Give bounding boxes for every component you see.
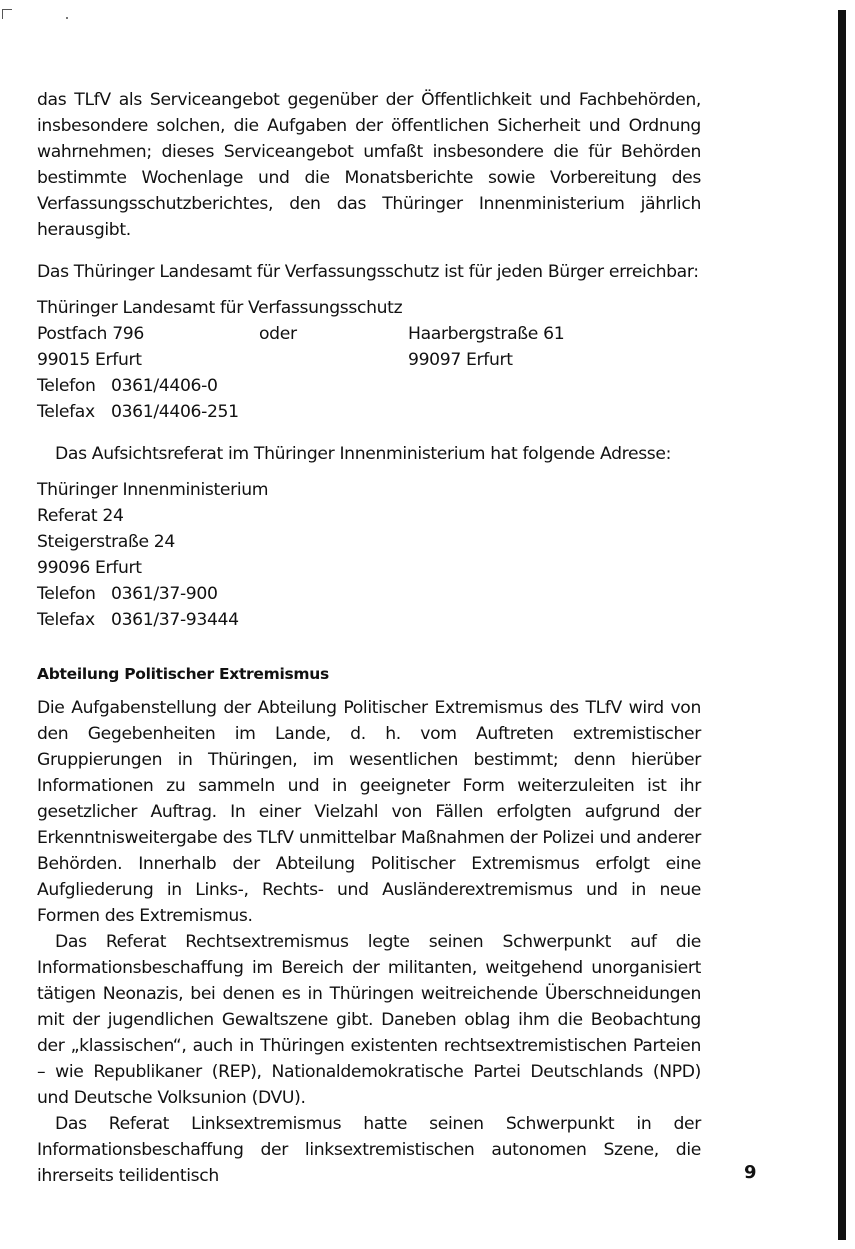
telefax-label: Telefax [37, 402, 95, 422]
landesamt-plz-street: 99097 Erfurt [408, 350, 513, 370]
ministerium-address-block [37, 477, 701, 633]
ministerium-telefax: 0361/37-93444 [111, 610, 239, 630]
scan-speck [66, 17, 68, 19]
address-row-1 [37, 321, 701, 347]
telefax-label: Telefax [37, 610, 95, 630]
telefon-label: Telefon [37, 584, 96, 604]
reachable-sentence: Das Thüringer Landesamt für Verfassungsschutz ist für jeden Bürger erreichbar: [37, 262, 699, 282]
telefon-label: Telefon [37, 376, 96, 396]
ministerium-telefon-row [37, 581, 701, 607]
ministerium-telefax-row [37, 607, 701, 633]
ministerium-name: Thüringer Innenministerium [37, 480, 269, 500]
landesamt-telefax: 0361/4406-251 [111, 402, 239, 422]
ministerium-telefon: 0361/37-900 [111, 584, 218, 604]
landesamt-telefon: 0361/4406-0 [111, 376, 218, 396]
landesamt-plz-postfach: 99015 Erfurt [37, 350, 142, 370]
landesamt-telefon-row [37, 373, 701, 399]
section-heading: Abteilung Politischer Extremismus [37, 665, 329, 683]
document-page [37, 87, 701, 1189]
landesamt-postfach: Postfach 796 [37, 324, 144, 344]
page-number: 9 [744, 1162, 757, 1183]
scan-corner-mark [2, 9, 12, 19]
section-paragraph-3: Das Referat Linksextremismus hatte seinen Schwerpunkt in der Informationsbeschaffung der linksextremistischen autonomen Szene, die ihrerseits teilidentisch [37, 1114, 701, 1186]
ministerium-city: 99096 Erfurt [37, 558, 142, 578]
ministerium-street: Steigerstraße 24 [37, 532, 175, 552]
aufsicht-sentence: Das Aufsichtsreferat im Thüringer Innenministerium hat folgende Adresse: [55, 444, 672, 464]
intro-paragraph: das TLfV als Serviceangebot gegenüber der Öffentlichkeit und Fachbehörden, insbesondere solchen, die Aufgaben der öffentlichen Sicherheit und Ordnung wahrnehmen; dieses Serviceangebot umfaßt insbesondere die für Behörden bestimmte Wochenlage und die Monatsberichte sowie Vorbereitung des Verfassungsschutzberichtes, den das Thüringer Innenministerium jährlich herausgibt. [37, 90, 701, 240]
section-paragraph-2: Das Referat Rechtsextremismus legte seinen Schwerpunkt auf die Informationsbeschaffung im Bereich der militanten, weitgehend unorganisiert tätigen Neonazis, bei denen es in Thüringen weitreichende Überschneidungen mit der jugendlichen Gewaltszene gibt. Daneben oblag ihm die Beobachtung der „klassischen“, auch in Thüringen existenten rechtsextremistischen Parteien – wie Republikaner (REP), Nationaldemokratische Partei Deutschlands (NPD) und Deutsche Volksunion (DVU). [37, 932, 701, 1108]
landesamt-telefax-row [37, 399, 701, 425]
ministerium-referat: Referat 24 [37, 506, 124, 526]
landesamt-name: Thüringer Landesamt für Verfassungsschutz [37, 298, 403, 318]
section-paragraph-1: Die Aufgabenstellung der Abteilung Politischer Extremismus des TLfV wird von den Gegebenheiten im Lande, d. h. vom Auftreten extremistischer Gruppierungen in Thüringen, im wesentlichen bestimmt; denn hierüber Informationen zu sammeln und in geeigneter Form weiterzuleiten ist ihr gesetzlicher Auftrag. In einer Vielzahl von Fällen erfolgten aufgrund der Erkenntnisweitergabe des TLfV unmittelbar Maßnahmen der Polizei und anderer Behörden. Innerhalb der Abteilung Politischer Extremismus erfolgt eine Aufgliederung in Links-, Rechts- und Ausländerextremismus und in neue Formen des Extremismus. [37, 698, 701, 926]
address-oder: oder [259, 324, 297, 344]
landesamt-street: Haarbergstraße 61 [408, 324, 565, 344]
address-row-2 [37, 347, 701, 373]
landesamt-address-block [37, 295, 701, 425]
scan-edge-bar [838, 10, 846, 1240]
